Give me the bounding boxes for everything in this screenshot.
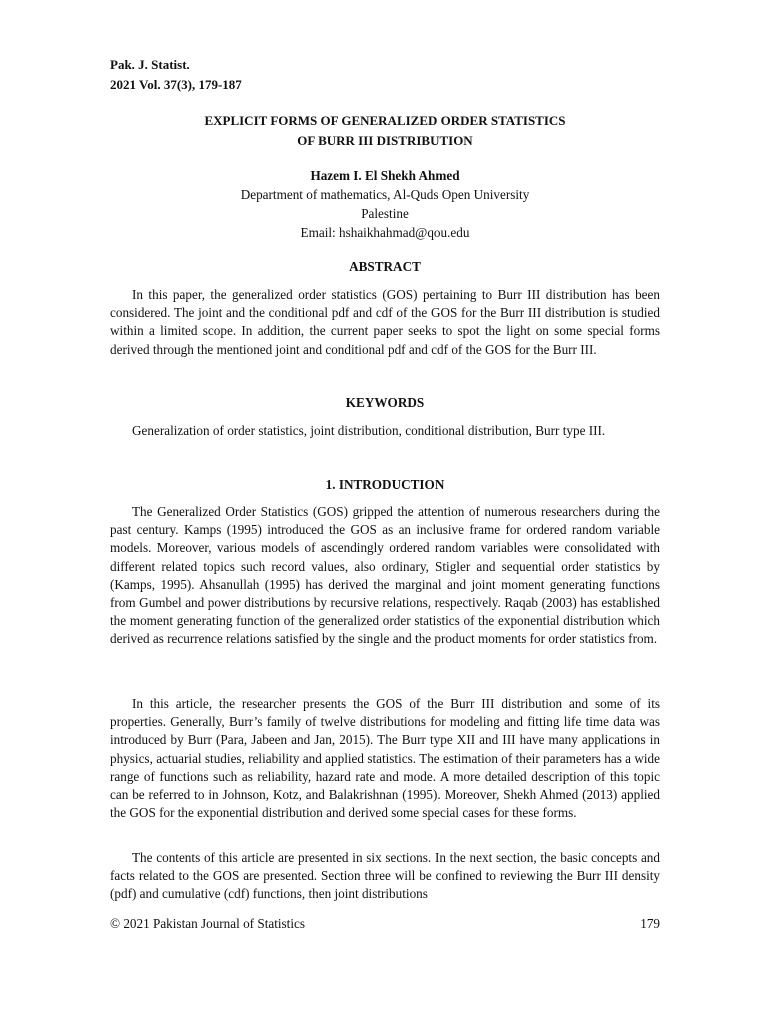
intro-paragraph-1: The Generalized Order Statistics (GOS) gripped the attention of numerous researchers during the past century. Kamps (1995) introduced the GOS as an inclusive frame for ordered random variable models. Moreover, various models of ascendingly ordered random variables were consolidated with different related topics such record values, also ordinary, Stigler and sequential order statistics by (Kamps, 1995). Ahsanullah (1995) has derived the marginal and joint moment generating functions from Gumbel and power distributions by recursive relations, respectively. Raqab (2003) has established the moment generating function of the generalized order statistics of the exponential distribution which derived as recurrence relations satisfied by the single and the product moments for order statistics from.	[110, 504, 660, 647]
abstract-text: In this paper, the generalized order statistics (GOS) pertaining to Burr III distribution has been considered. The joint and the conditional pdf and cdf of the GOS for the Burr III distribution is studied within a limited scope. In addition, the current paper seeks to spot the light on some special forms derived through the mentioned joint and conditional pdf and cdf of the GOS for the Burr III.	[110, 287, 660, 357]
journal-name: Pak. J. Statist.	[110, 57, 190, 72]
introduction-heading: 1. INTRODUCTION	[325, 477, 445, 492]
journal-header	[110, 55, 242, 95]
journal-volume: 2021 Vol. 37(3), 179-187	[110, 77, 242, 92]
author-affiliation: Department of mathematics, Al-Quds Open University	[240, 187, 530, 202]
intro-paragraph-2: In this article, the researcher presents the GOS of the Burr III distribution and some of its properties. Generally, Burr’s family of twelve distributions for modeling and fitting life time data was introduced by Burr (Para, Jabeen and Jan, 2015). The Burr type XII and III have many applications in physics, actuarial studies, reliability and applied statistics. The estimation of their parameters has a wide range of functions such as reliability, hazard rate and mode. A more detailed description of this topic can be referred to in Johnson, Kotz, and Balakrishnan (1995). Moreover, Shekh Ahmed (2013) applied the GOS for the exponential distribution and derived some special cases for these forms.	[110, 696, 660, 821]
paper-title	[110, 111, 660, 151]
title-line-2: OF BURR III DISTRIBUTION	[297, 133, 473, 148]
page-number: 179	[640, 916, 660, 931]
author-block	[110, 166, 660, 242]
footer-copyright: © 2021 Pakistan Journal of Statistics	[110, 916, 305, 931]
keywords-text: Generalization of order statistics, joint distribution, conditional distribution, Burr type III.	[132, 423, 606, 438]
author-country: Palestine	[361, 206, 409, 221]
author-email: Email: hshaikhahmad@qou.edu	[300, 225, 470, 240]
abstract-heading: ABSTRACT	[349, 259, 421, 274]
title-line-1: EXPLICIT FORMS OF GENERALIZED ORDER STATISTICS	[204, 113, 566, 128]
keywords-heading: KEYWORDS	[345, 395, 425, 410]
intro-paragraph-3: The contents of this article are presented in six sections. In the next section, the basic concepts and facts related to the GOS are presented. Section three will be confined to reviewing the Burr III density (pdf) and cumulative (cdf) functions, then joint distributions	[110, 850, 660, 902]
author-name: Hazem I. El Shekh Ahmed	[310, 168, 460, 183]
